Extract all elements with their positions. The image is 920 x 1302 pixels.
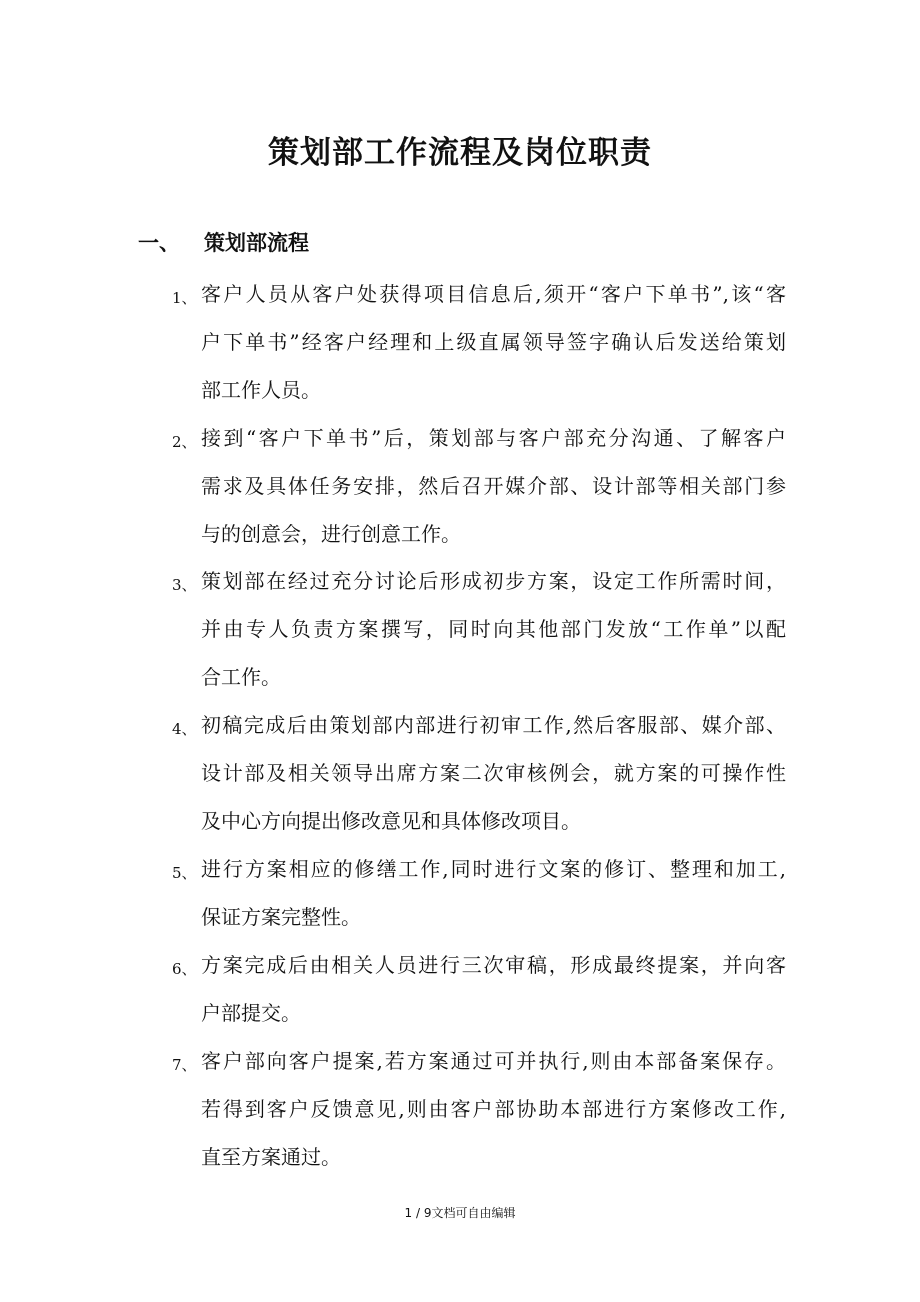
item-number: 4、 <box>172 720 197 738</box>
item-line: 接到“客户下单书”后，策划部与客户部充分沟通、了解客户 <box>201 426 786 450</box>
item-text <box>201 701 786 845</box>
item-line: 策划部在经过充分讨论后形成初步方案，设定工作所需时间， <box>201 569 786 593</box>
item-text <box>201 557 786 701</box>
item-line: 及中心方向提出修改意见和具体修改项目。 <box>201 809 581 833</box>
item-text <box>201 941 786 1037</box>
item-line: 部工作人员。 <box>201 378 321 402</box>
item-text <box>201 414 786 558</box>
item-line: 客户人员从客户处获得项目信息后,须开“客户下单书”,该“客 <box>201 282 786 306</box>
item-line: 初稿完成后由策划部内部进行初审工作,然后客服部、媒介部、 <box>201 713 786 737</box>
document-title: 策划部工作流程及岗位职责 <box>268 135 652 171</box>
item-line: 需求及具体任务安排，然后召开媒介部、设计部等相关部门参 <box>201 474 786 498</box>
item-line: 合工作。 <box>201 665 281 689</box>
item-line: 并由专人负责方案撰写，同时向其他部门发放“工作单”以配 <box>201 617 786 641</box>
page-footer: 1 / 9文档可自由编辑 <box>404 1206 516 1220</box>
section-number: 一、 <box>138 230 180 255</box>
item-number: 5、 <box>172 864 197 882</box>
item-line: 进行方案相应的修缮工作,同时进行文案的修订、整理和加工, <box>201 857 786 881</box>
item-number: 3、 <box>172 576 197 594</box>
section-title: 策划部流程 <box>204 230 309 255</box>
item-number: 1、 <box>172 289 197 307</box>
item-line: 方案完成后由相关人员进行三次审稿，形成最终提案，并向客 <box>201 953 786 977</box>
item-line: 与的创意会，进行创意工作。 <box>201 522 461 546</box>
item-line: 若得到客户反馈意见,则由客户部协助本部进行方案修改工作, <box>201 1097 786 1121</box>
item-number: 2、 <box>172 433 197 451</box>
item-line: 保证方案完整性。 <box>201 905 361 929</box>
item-number: 7、 <box>172 1056 197 1074</box>
section-heading <box>138 226 309 260</box>
item-line: 户下单书”经客户经理和上级直属领导签字确认后发送给策划 <box>201 330 786 354</box>
item-number: 6、 <box>172 960 197 978</box>
item-line: 直至方案通过。 <box>201 1145 341 1169</box>
item-line: 设计部及相关领导出席方案二次审核例会，就方案的可操作性 <box>201 761 786 785</box>
item-text <box>201 845 786 941</box>
item-line: 客户部向客户提案,若方案通过可并执行,则由本部备案保存。 <box>201 1049 786 1073</box>
item-text <box>201 1037 786 1181</box>
item-text <box>201 270 786 414</box>
item-line: 户部提交。 <box>201 1001 301 1025</box>
